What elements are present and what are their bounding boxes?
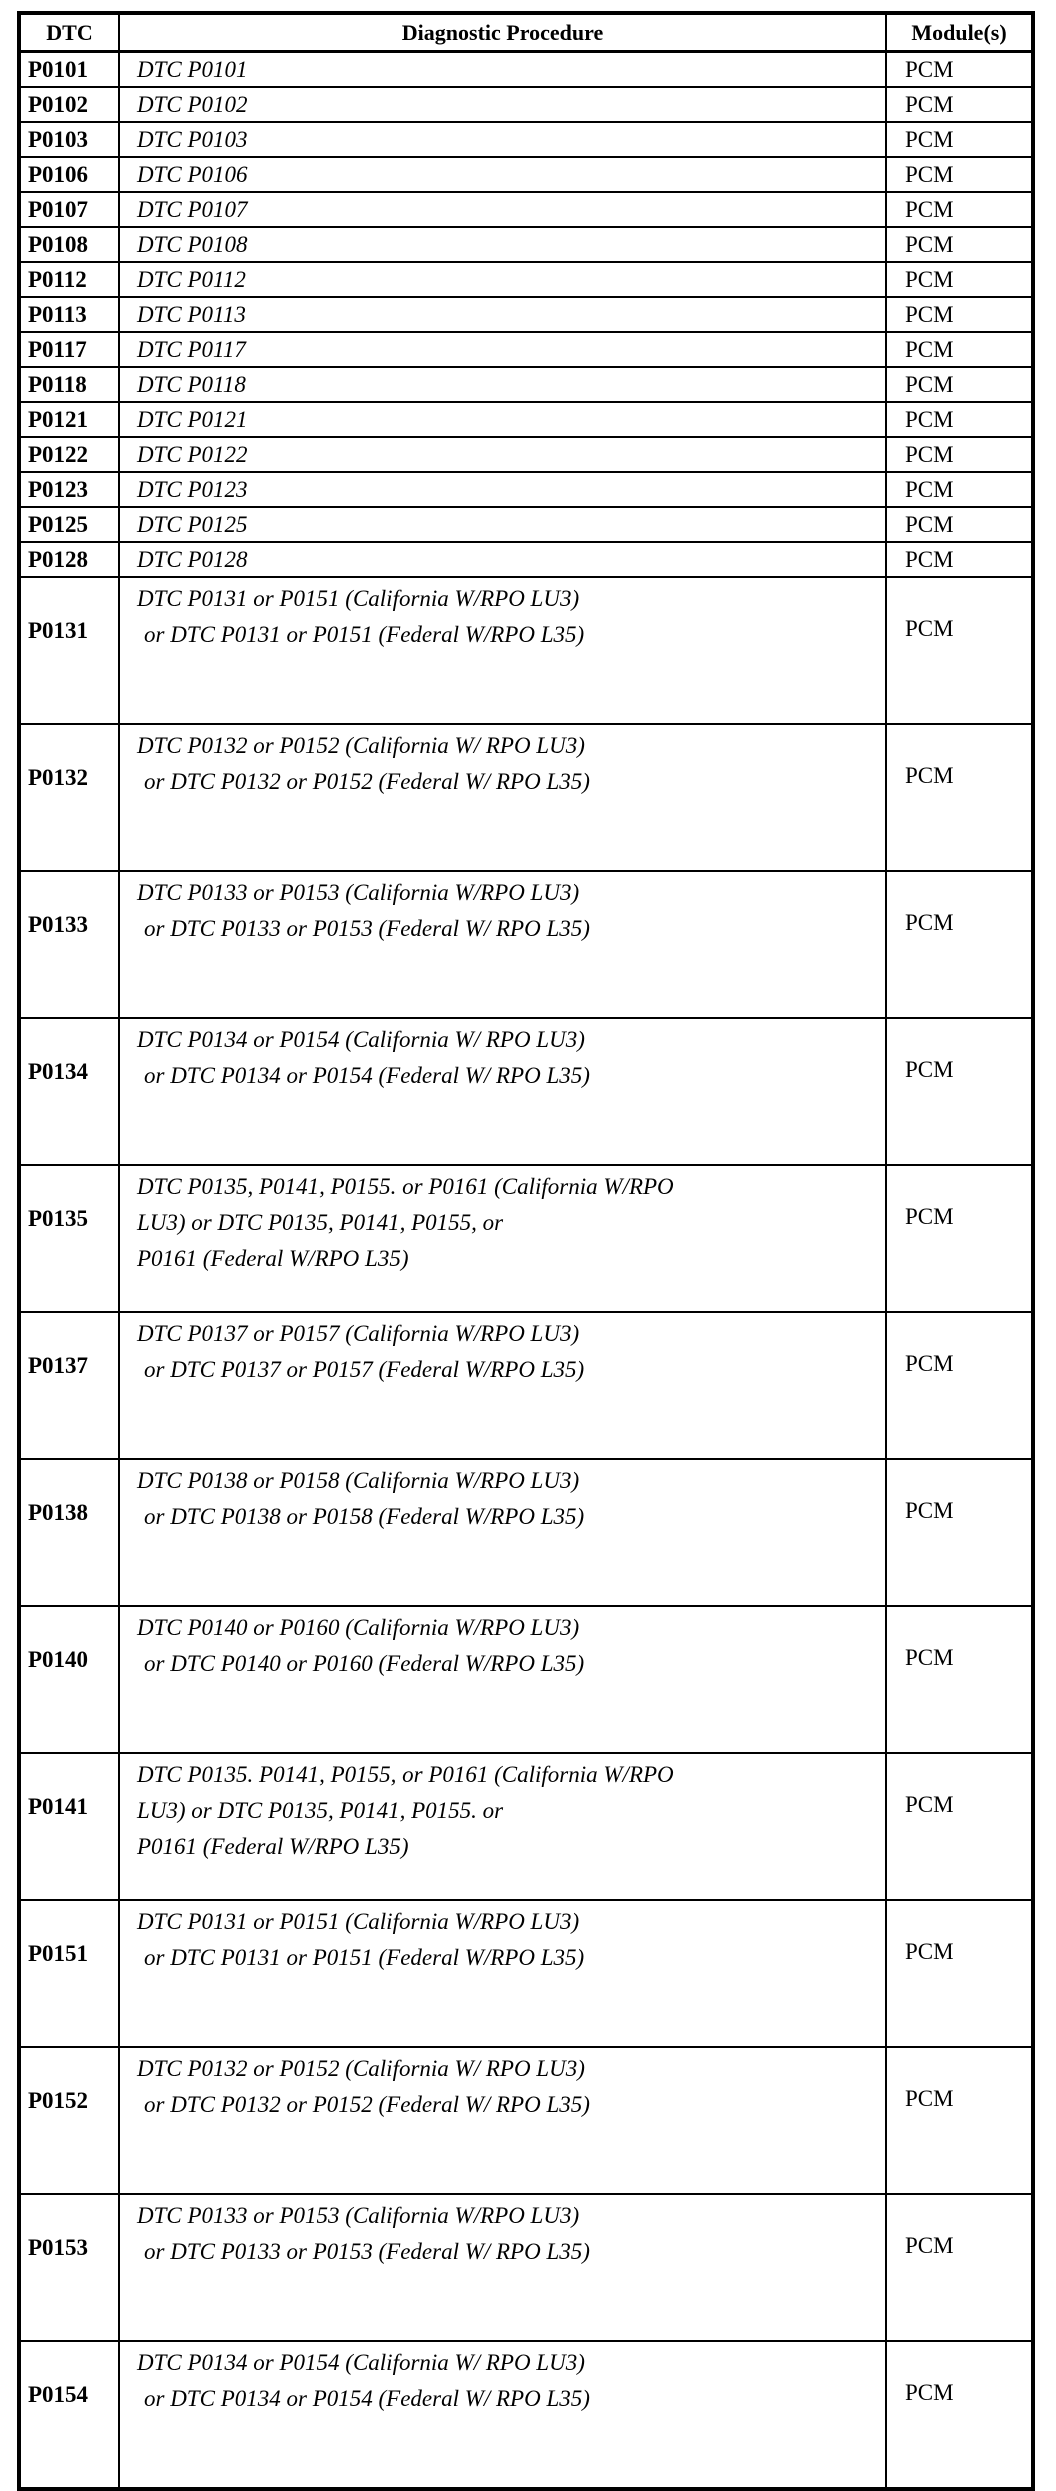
dtc-code: P0137	[19, 1312, 119, 1459]
diagnostic-procedure	[119, 2194, 886, 2341]
procedure-line: DTC P0140 or P0160 (California W/RPO LU3)	[137, 1615, 580, 1640]
table-row	[19, 402, 1033, 437]
diagnostic-procedure	[119, 1165, 886, 1312]
procedure-line: DTC P0117	[137, 336, 246, 362]
procedure-line: DTC P0137 or P0157 (California W/RPO LU3)	[137, 1321, 580, 1346]
table-row	[19, 1459, 1033, 1606]
table-row	[19, 297, 1033, 332]
procedure-line: or DTC P0131 or P0151 (Federal W/RPO L35)	[144, 1945, 585, 1970]
procedure-line: DTC P0131 or P0151 (California W/RPO LU3)	[137, 586, 580, 611]
procedure-line: or DTC P0133 or P0153 (Federal W/ RPO L35)	[144, 916, 590, 941]
procedure-line: DTC P0128	[137, 546, 248, 572]
module: PCM	[886, 1606, 1033, 1753]
diagnostic-procedure	[119, 1459, 886, 1606]
procedure-line: DTC P0122	[137, 441, 248, 467]
module: PCM	[886, 2341, 1033, 2489]
table-row	[19, 332, 1033, 367]
module: PCM	[886, 2047, 1033, 2194]
diagnostic-procedure	[119, 1900, 886, 2047]
module: PCM	[886, 87, 1033, 122]
module: PCM	[886, 1018, 1033, 1165]
diagnostic-procedure	[119, 262, 886, 297]
procedure-line: DTC P0118	[137, 371, 246, 397]
module: PCM	[886, 871, 1033, 1018]
table-row	[19, 262, 1033, 297]
table-row	[19, 122, 1033, 157]
procedure-line: DTC P0123	[137, 476, 248, 502]
procedure-line: DTC P0102	[137, 91, 248, 117]
procedure-line: DTC P0107	[137, 196, 248, 222]
procedure-line: DTC P0121	[137, 406, 248, 432]
procedure-line: DTC P0132 or P0152 (California W/ RPO LU3)	[137, 2056, 585, 2081]
module: PCM	[886, 332, 1033, 367]
diagnostic-procedure	[119, 724, 886, 871]
procedure-line: or DTC P0131 or P0151 (Federal W/RPO L35)	[144, 622, 585, 647]
table-row	[19, 192, 1033, 227]
diagnostic-procedure	[119, 87, 886, 122]
procedure-line: or DTC P0133 or P0153 (Federal W/ RPO L35)	[144, 2239, 590, 2264]
procedure-line: DTC P0138 or P0158 (California W/RPO LU3)	[137, 1468, 580, 1493]
procedure-line: DTC P0103	[137, 126, 248, 152]
table-row	[19, 157, 1033, 192]
diagnostic-procedure	[119, 297, 886, 332]
dtc-code: P0152	[19, 2047, 119, 2194]
dtc-code: P0131	[19, 577, 119, 724]
module: PCM	[886, 1312, 1033, 1459]
diagnostic-procedure	[119, 2047, 886, 2194]
diagnostic-procedure	[119, 367, 886, 402]
dtc-table	[17, 11, 1035, 2491]
module: PCM	[886, 1900, 1033, 2047]
module: PCM	[886, 507, 1033, 542]
table-row	[19, 542, 1033, 577]
procedure-line: DTC P0134 or P0154 (California W/ RPO LU3)	[137, 1027, 585, 1052]
table-body	[19, 52, 1033, 2490]
procedure-line: DTC P0125	[137, 511, 248, 537]
diagnostic-procedure	[119, 542, 886, 577]
procedure-line: or DTC P0132 or P0152 (Federal W/ RPO L35)	[144, 769, 590, 794]
diagnostic-procedure	[119, 1018, 886, 1165]
procedure-line: DTC P0133 or P0153 (California W/RPO LU3)	[137, 880, 580, 905]
procedure-line: P0161 (Federal W/RPO L35)	[137, 1834, 409, 1859]
procedure-line: or DTC P0137 or P0157 (Federal W/RPO L35)	[144, 1357, 585, 1382]
procedure-line: P0161 (Federal W/RPO L35)	[137, 1246, 409, 1271]
dtc-code: P0121	[19, 402, 119, 437]
diagnostic-procedure	[119, 122, 886, 157]
table-row	[19, 2194, 1033, 2341]
procedure-line: DTC P0132 or P0152 (California W/ RPO LU3)	[137, 733, 585, 758]
module: PCM	[886, 472, 1033, 507]
procedure-line: DTC P0135. P0141, P0155, or P0161 (California W/RPO	[137, 1762, 674, 1787]
procedure-line: or DTC P0138 or P0158 (Federal W/RPO L35)	[144, 1504, 585, 1529]
module: PCM	[886, 122, 1033, 157]
diagnostic-procedure	[119, 1753, 886, 1900]
procedure-line: LU3) or DTC P0135, P0141, P0155. or	[137, 1798, 504, 1823]
module: PCM	[886, 367, 1033, 402]
table-row	[19, 1165, 1033, 1312]
module: PCM	[886, 542, 1033, 577]
procedure-line: DTC P0101	[137, 56, 248, 82]
procedure-line: or DTC P0140 or P0160 (Federal W/RPO L35)	[144, 1651, 585, 1676]
table-row	[19, 227, 1033, 262]
dtc-code: P0128	[19, 542, 119, 577]
procedure-line: DTC P0135, P0141, P0155. or P0161 (California W/RPO	[137, 1174, 674, 1199]
diagnostic-procedure	[119, 437, 886, 472]
table-row	[19, 1018, 1033, 1165]
procedure-line: DTC P0112	[137, 266, 246, 292]
diagnostic-procedure	[119, 227, 886, 262]
table-row	[19, 87, 1033, 122]
module: PCM	[886, 402, 1033, 437]
procedure-line: DTC P0134 or P0154 (California W/ RPO LU3)	[137, 2350, 585, 2375]
procedure-line: or DTC P0134 or P0154 (Federal W/ RPO L35)	[144, 1063, 590, 1088]
header-dtc: DTC	[19, 13, 119, 52]
procedure-line: LU3) or DTC P0135, P0141, P0155, or	[137, 1210, 504, 1235]
procedure-line: DTC P0108	[137, 231, 248, 257]
dtc-code: P0125	[19, 507, 119, 542]
table-row	[19, 367, 1033, 402]
module: PCM	[886, 577, 1033, 724]
dtc-code: P0113	[19, 297, 119, 332]
module: PCM	[886, 1165, 1033, 1312]
dtc-code: P0133	[19, 871, 119, 1018]
table-row	[19, 1900, 1033, 2047]
diagnostic-procedure	[119, 871, 886, 1018]
diagnostic-procedure	[119, 1606, 886, 1753]
module: PCM	[886, 2194, 1033, 2341]
diagnostic-procedure	[119, 1312, 886, 1459]
module: PCM	[886, 1753, 1033, 1900]
dtc-code: P0138	[19, 1459, 119, 1606]
procedure-line: DTC P0131 or P0151 (California W/RPO LU3)	[137, 1909, 580, 1934]
dtc-code: P0134	[19, 1018, 119, 1165]
dtc-code: P0122	[19, 437, 119, 472]
diagnostic-procedure	[119, 192, 886, 227]
module: PCM	[886, 192, 1033, 227]
dtc-code: P0112	[19, 262, 119, 297]
dtc-code: P0106	[19, 157, 119, 192]
dtc-code: P0140	[19, 1606, 119, 1753]
procedure-line: or DTC P0132 or P0152 (Federal W/ RPO L35)	[144, 2092, 590, 2117]
table-header-row	[19, 13, 1033, 52]
dtc-code: P0123	[19, 472, 119, 507]
module: PCM	[886, 437, 1033, 472]
module: PCM	[886, 724, 1033, 871]
dtc-code: P0117	[19, 332, 119, 367]
table-row	[19, 437, 1033, 472]
dtc-code: P0141	[19, 1753, 119, 1900]
module: PCM	[886, 157, 1033, 192]
dtc-code: P0153	[19, 2194, 119, 2341]
dtc-code: P0101	[19, 52, 119, 88]
header-modules: Module(s)	[886, 13, 1033, 52]
diagnostic-procedure	[119, 157, 886, 192]
table-row	[19, 472, 1033, 507]
table-row	[19, 724, 1033, 871]
diagnostic-procedure	[119, 577, 886, 724]
table-row	[19, 577, 1033, 724]
table-row	[19, 507, 1033, 542]
dtc-code: P0107	[19, 192, 119, 227]
header-diagnostic-procedure: Diagnostic Procedure	[119, 13, 886, 52]
table-row	[19, 1753, 1033, 1900]
diagnostic-procedure	[119, 332, 886, 367]
dtc-code: P0108	[19, 227, 119, 262]
table-row	[19, 1312, 1033, 1459]
table-row	[19, 871, 1033, 1018]
table-row	[19, 2047, 1033, 2194]
procedure-line: DTC P0106	[137, 161, 248, 187]
table-row	[19, 2341, 1033, 2489]
table-row	[19, 52, 1033, 88]
dtc-code: P0151	[19, 1900, 119, 2047]
dtc-code: P0102	[19, 87, 119, 122]
module: PCM	[886, 262, 1033, 297]
diagnostic-procedure	[119, 2341, 886, 2489]
diagnostic-procedure	[119, 402, 886, 437]
diagnostic-procedure	[119, 52, 886, 88]
diagnostic-procedure	[119, 507, 886, 542]
procedure-line: DTC P0113	[137, 301, 246, 327]
procedure-line: DTC P0133 or P0153 (California W/RPO LU3)	[137, 2203, 580, 2228]
table-row	[19, 1606, 1033, 1753]
module: PCM	[886, 52, 1033, 88]
dtc-code: P0103	[19, 122, 119, 157]
dtc-code: P0132	[19, 724, 119, 871]
diagnostic-procedure	[119, 472, 886, 507]
module: PCM	[886, 297, 1033, 332]
procedure-line: or DTC P0134 or P0154 (Federal W/ RPO L35)	[144, 2386, 590, 2411]
dtc-code: P0135	[19, 1165, 119, 1312]
dtc-code: P0118	[19, 367, 119, 402]
module: PCM	[886, 1459, 1033, 1606]
module: PCM	[886, 227, 1033, 262]
dtc-code: P0154	[19, 2341, 119, 2489]
